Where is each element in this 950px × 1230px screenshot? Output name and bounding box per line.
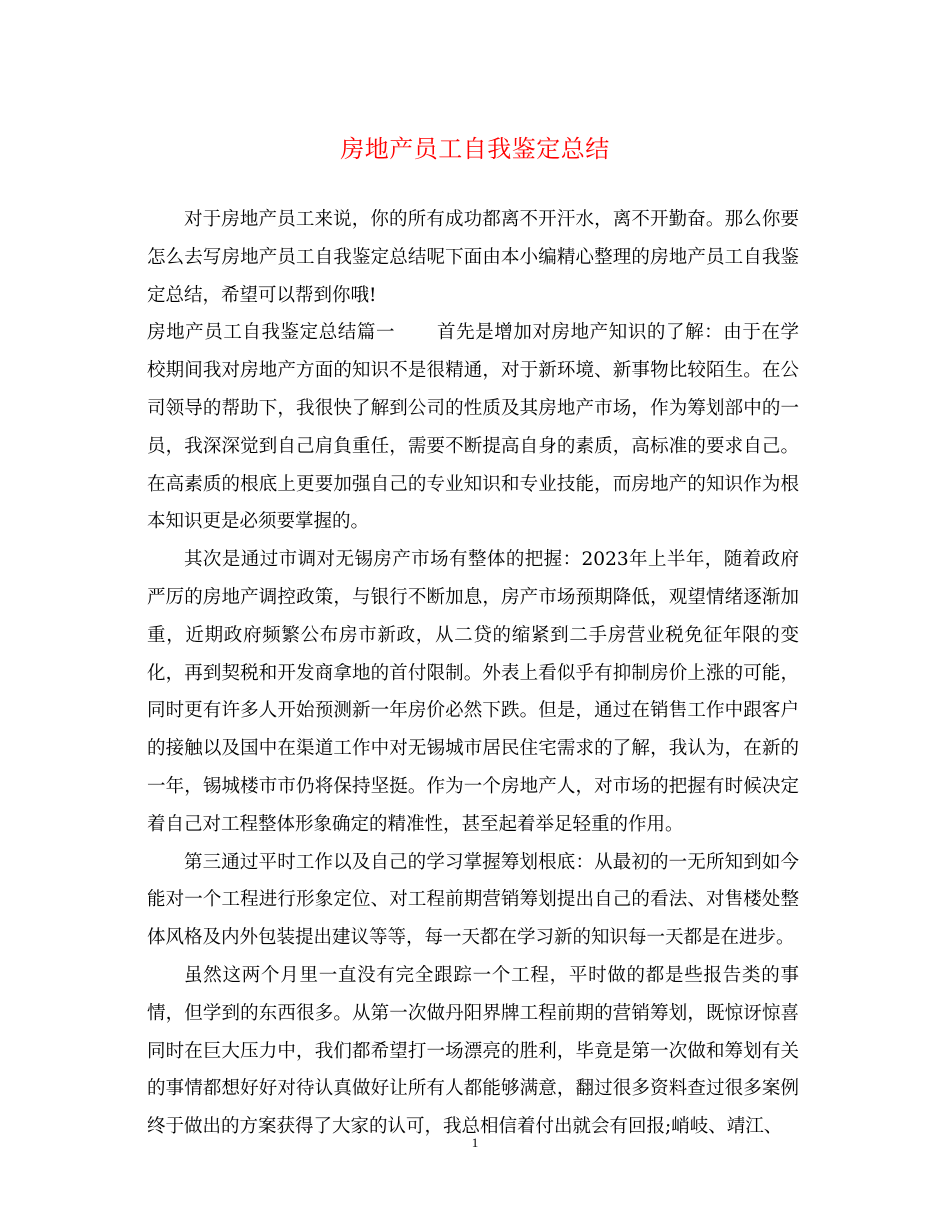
- section-heading: 房地产员工自我鉴定总结篇一: [147, 322, 396, 344]
- body-paragraph-experience: 虽然这两个月里一直没有完全跟踪一个工程，平时做的都是些报告类的事情，但学到的东西很多。从第一次做丹阳界牌工程前期的营销筹划，既惊讶惊喜同时在巨大压力中，我们都希望打一场漂亮的胜利，毕竟是第一次做和筹划有关的事情都想好好对待认真做好让所有人都能够满意，翻过很多资料查过很多案例终于做出的方案获得了大家的认可，我总相信着付出就会有回报;峭岐、靖江、: [147, 964, 799, 1138]
- body-paragraph-market: 其次是通过市调对无锡房产市场有整体的把握：2023年上半年，随着政府严厉的房地产调控政策，与银行不断加息，房产市场预期降低，观望情绪逐渐加重，近期政府频繁公布房市新政，从二贷的缩紧到二手房营业税免征年限的变化，再到契税和开发商拿地的首付限制。外表上看似乎有抑制房价上涨的可能，同时更有许多人开始预测新一年房价必然下跌。但是，通过在销售工作中跟客户的接触以及国中在渠道工作中对无锡城市居民住宅需求的了解，我认为，在新的一年，锡城楼市市仍将保持坚挺。作为一个房地产人，对市场的把握有时候决定着自己对工程整体形象确定的精准性，甚至起着举足轻重的作用。: [147, 549, 799, 835]
- page-number: 1: [471, 1135, 479, 1150]
- section-first-paragraph-text: 首先是增加对房地产知识的了解：由于在学校期间我对房地产方面的知识不是很精通，对于新环境、新事物比较陌生。在公司领导的帮助下，我很快了解到公司的性质及其房地产市场，作为筹划部中的一员，我深深觉到自己肩負重任，需要不断提高自身的素质，高标准的要求自己。在高素质的根底上更要加强自己的专业知识和专业技能，而房地产的知识作为根本知识更是必须要掌握的。: [147, 322, 799, 533]
- document-body: [147, 201, 799, 1146]
- section-paragraph: [147, 314, 799, 541]
- body-paragraph-planning: 第三通过平时工作以及自己的学习掌握筹划根底：从最初的一无所知到如今能对一个工程进行形象定位、对工程前期营销筹划提出自己的看法、对售楼处整体风格及内外包装提出建议等等，每一天都在学习新的知识每一天都是在进步。: [147, 851, 799, 949]
- intro-paragraph: 对于房地产员工来说，你的所有成功都离不开汗水，离不开勤奋。那么你要怎么去写房地产员工自我鉴定总结呢下面由本小编精心整理的房地产员工自我鉴定总结，希望可以帮到你哦!: [147, 209, 799, 306]
- document-title: 房地产员工自我鉴定总结: [340, 135, 610, 163]
